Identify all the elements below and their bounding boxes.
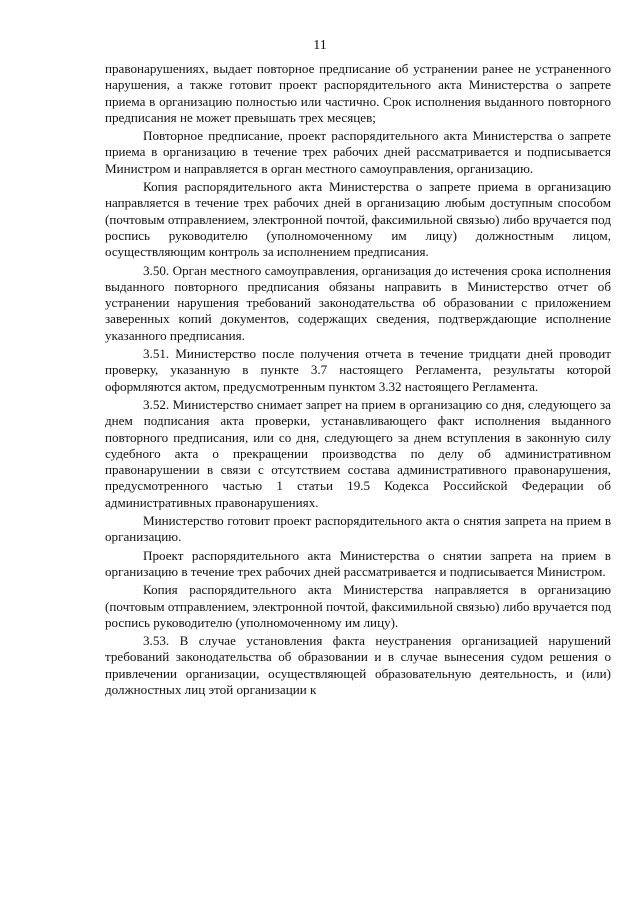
paragraph: Копия распорядительного акта Министерства направляется в организацию (почтовым отправлением, электронной почтой, факсимильной связью) либо вручается под роспись руководителю (уполномоченному им лицу). [105,582,611,630]
paragraph: Копия распорядительного акта Министерства о запрете приема в организацию направляется в течение трех рабочих дней в организацию любым доступным способом (почтовым отправлением, электронной почтой, факсимильной связью) либо вручается под роспись руководителю (уполномоченному им лицу) должностным лицом, осуществляющим контроль за исполнением предписания. [105,179,611,260]
paragraph: Проект распорядительного акта Министерства о снятии запрета на прием в организацию в течение трех рабочих дней рассматривается и подписывается Министром. [105,547,611,579]
paragraph-3-51: 3.51. Министерство после получения отчета в течение тридцати дней проводит проверку, указанную в пункте 3.7 настоящего Регламента, результаты которой оформляются актом, предусмотренным пунктом 3.32 настоящего Регламента. [105,346,611,394]
paragraph-3-52: 3.52. Министерство снимает запрет на прием в организацию со дня, следующего за днем подписания акта проверки, устанавливающего факт исполнения выданного повторного предписания, или со дня, следующего за днем вступления в законную силу судебного акта о прекращении производства по делу об административном правонарушении в связи с отсутствием состава административного правонарушения, предусмотренного частью 1 статьи 19.5 Кодекса Российской Федерации об административных правонарушениях. [105,396,611,510]
document-body [105,61,611,700]
paragraph-3-50: 3.50. Орган местного самоуправления, организация до истечения срока исполнения выданного повторного предписания обязаны направить в Министерство отчет об устранении нарушения требований законодательства об образовании с приложением заверенных копий документов, содержащих сведения, подтверждающие исполнение указанного предписания. [105,262,611,343]
paragraph: Повторное предписание, проект распорядительного акта Министерства о запрете приема в организацию в течение трех рабочих дней рассматривается и подписывается Министром и направляется в орган местного самоуправления, организацию. [105,128,611,176]
page-number: 11 [313,38,327,53]
paragraph: правонарушениях, выдает повторное предписание об устранении ранее не устраненного нарушения, а также готовит проект распорядительного акта Министерства о запрете приема в организацию полностью или частично. Срок исполнения выданного повторного предписания не может превышать трех месяцев; [105,61,611,125]
paragraph-3-53: 3.53. В случае установления факта неустранения организацией нарушений требований законодательства об образовании и в случае вынесения судом решения о привлечении организации, осуществляющей образовательную деятельность, и (или) должностных лиц этой организации к [105,633,611,697]
paragraph: Министерство готовит проект распорядительного акта о снятия запрета на прием в организацию. [105,513,611,545]
